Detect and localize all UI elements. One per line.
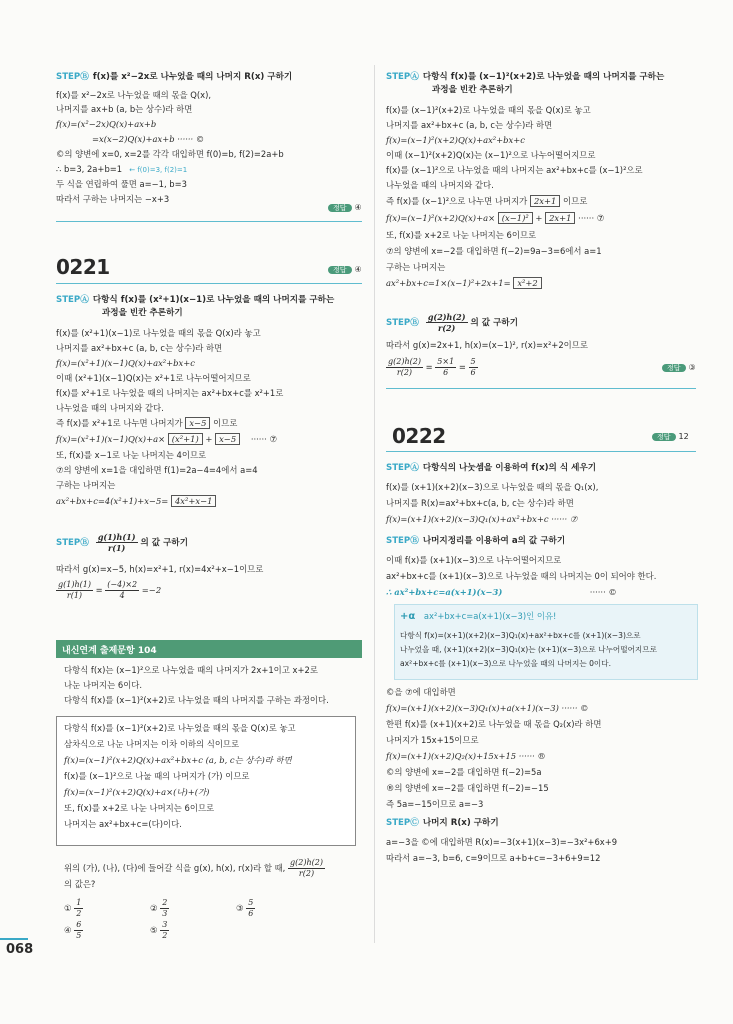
- equation-line: f(x)=(x+1)(x+2)(x−3)Q₁(x)+a(x+1)(x−3) ······ ©: [386, 703, 589, 713]
- text-line: 따라서 g(x)=x−5, h(x)=x²+1, r(x)=4x²+x−1이므로: [56, 564, 264, 574]
- text-line: [56, 417, 237, 429]
- text-line: ©의 양변에 x=0, x=2를 각각 대입하면 f(0)=b, f(2)=2a+b: [56, 149, 284, 159]
- equation-line: [386, 586, 617, 598]
- equation-line: f(x)=(x²−2x)Q(x)+ax+b: [56, 119, 157, 129]
- blank-box: 2x+1: [530, 195, 560, 207]
- step-title: 의 값 구하기: [470, 318, 519, 328]
- blank-box: 2x+1: [545, 212, 575, 224]
- frac-num: 5: [470, 357, 476, 366]
- question-line: [64, 858, 325, 879]
- text-line: f(x)를 x²−2x로 나누었을 때의 몫을 Q(x),: [56, 90, 212, 100]
- choice-item[interactable]: [150, 920, 169, 941]
- frac-den: 2: [76, 909, 82, 918]
- text-line: 이때 (x−1)²(x+2)Q(x)는 (x−1)²으로 나누어떨어지므로: [386, 150, 596, 160]
- question-fraction: [288, 858, 325, 879]
- page-number: 068: [6, 942, 34, 957]
- equation-line: [386, 277, 542, 289]
- problem-number: 0222: [392, 424, 446, 448]
- step-fraction: [426, 312, 468, 333]
- choice-fraction: [160, 898, 169, 919]
- problem-number: 0221: [56, 255, 110, 279]
- step-tag: STEPⒷ: [56, 72, 89, 82]
- text-line: 나머지를 ax²+bx+c (a, b, c는 상수)라 하면: [56, 343, 223, 353]
- step-tag: STEPⒷ: [56, 538, 89, 548]
- text-line: 나머지를 ax+b (a, b는 상수)라 하면: [56, 104, 193, 114]
- section-rule: [56, 221, 362, 222]
- text-line: [386, 195, 587, 207]
- step-title: 나머지 R(x) 구하기: [422, 818, 499, 828]
- frac-num: 3: [162, 920, 168, 929]
- text-line: 이때 (x²+1)(x−1)Q(x)는 x²+1로 나누어떨어지므로: [56, 373, 251, 383]
- answer-value: 12: [678, 432, 689, 441]
- question-end: 의 값은?: [64, 879, 96, 889]
- equation-mark: ······ ⑦: [578, 213, 605, 223]
- box-line: 다항식 f(x)를 (x−1)²(x+2)로 나누었을 때의 몫을 Q(x)로 놓고: [64, 723, 296, 733]
- text-line: ©을 ⑦에 대입하면: [386, 687, 456, 697]
- step-a-heading-cont: 과정을 빈칸 추론하기: [102, 308, 183, 318]
- exam-line: 나눈 나머지는 6이다.: [64, 680, 143, 690]
- step-fraction: [96, 532, 138, 553]
- frac-num: g(2)h(2): [427, 312, 466, 322]
- plus-label: +α: [400, 611, 416, 622]
- answer-label: 정답: [328, 266, 352, 274]
- answer-badge: [662, 363, 696, 373]
- step-b-heading: [386, 535, 565, 547]
- frac-den: 6: [470, 368, 476, 377]
- text-line: ©의 양변에 x=−2를 대입하면 f(−2)=5a: [386, 767, 542, 777]
- plus-line: ax²+bx+c를 (x+1)(x−3)으로 나누었을 때의 나머지는 0이다.: [400, 659, 611, 668]
- exam-line: 다항식 f(x)는 (x−1)²으로 나누었을 때의 나머지가 2x+1이고 x+2로: [64, 665, 318, 675]
- calc-fraction: [435, 357, 456, 378]
- equation-line: f(x)=(x−1)²(x+2)Q(x)+a× (x−1)² + 2x+1 ······ ⑦: [386, 213, 605, 223]
- text-line: 구하는 나머지는: [386, 262, 446, 272]
- frac-num: 5×1: [437, 357, 455, 366]
- text-fragment: ax²+bx+c=4(x²+1)+x−5=: [56, 496, 169, 506]
- frac-den: r(2): [298, 869, 315, 878]
- choice-fraction: [74, 898, 83, 919]
- problem-rule: [386, 451, 696, 452]
- text-line: [56, 163, 187, 176]
- section-rule: [386, 388, 696, 389]
- frac-num: 6: [76, 920, 82, 929]
- text-line: 한편 f(x)를 (x+1)(x+2)로 나누었을 때 몫을 Q₂(x)라 하면: [386, 719, 602, 729]
- equation-line: [56, 495, 216, 507]
- text-line: ⑦의 양변에 x=−2를 대입하면 f(−2)=9a−3=6에서 a=1: [386, 246, 602, 256]
- frac-num: 1: [76, 898, 82, 907]
- step-title: 다항식 f(x)를 (x−1)²(x+2)로 나누었을 때의 나머지를 구하는: [422, 72, 665, 82]
- text-fragment: 이므로: [213, 418, 238, 428]
- choice-label: ⑤: [150, 925, 158, 935]
- choice-label: ③: [236, 903, 244, 913]
- blank-box: 4x²+x−1: [171, 495, 217, 507]
- text-fragment: 이므로: [563, 196, 588, 206]
- column-divider: [374, 65, 375, 943]
- text-line: f(x)를 x²+1로 나누었을 때의 나머지는 ax²+bx+c를 x²+1로: [56, 388, 284, 398]
- blank-box: (x²+1): [168, 433, 203, 445]
- text-line: f(x)를 (x−1)²으로 나누었을 때의 나머지는 ax²+bx+c를 (x−1)²으로: [386, 165, 643, 175]
- choice-fraction: [74, 920, 83, 941]
- frac-den: r(1): [107, 543, 126, 553]
- text-line: 따라서 구하는 나머지는 −x+3: [56, 194, 170, 204]
- equation-line: f(x)=(x²+1)(x−1)Q(x)+a× (x²+1) + x−5 ······ ⑦: [56, 434, 277, 444]
- frac-num: 5: [248, 898, 254, 907]
- choice-item[interactable]: [64, 898, 83, 919]
- step-c-heading: [386, 817, 499, 829]
- text-line: f(x)를 (x+1)(x+2)(x−3)으로 나누었을 때의 몫을 Q₁(x),: [386, 482, 599, 492]
- text-line: ax²+bx+c를 (x+1)(x−3)으로 나누었을 때의 나머지는 0이 되어야 한다.: [386, 571, 657, 581]
- step-tag: STEPⒸ: [386, 818, 419, 828]
- calc-line: $\frac{g(2)h(2)}{r(2)}$ = $\frac{5\times 1}{6}$ = $\frac{5}{6}$: [388, 357, 476, 377]
- plus-line: 나누었을 때, (x+1)(x+2)(x−3)Q₁(x)는 (x+1)(x−3)으로 나누어떨어지므로: [400, 645, 657, 654]
- plus-line: 다항식 f(x)=(x+1)(x+2)(x−3)Q₁(x)+ax²+bx+c를 (x+1)(x−3)으로: [400, 631, 641, 640]
- step-tag: STEPⒶ: [386, 72, 419, 82]
- answer-badge: [328, 265, 362, 275]
- text-line: ⑦의 양변에 x=1을 대입하면 f(1)=2a−4=4에서 a=4: [56, 465, 258, 475]
- step-title: 다항식의 나눗셈을 이용하여 f(x)의 식 세우기: [422, 463, 597, 473]
- choice-fraction: [246, 898, 255, 919]
- text-line: f(x)를 (x−1)²(x+2)로 나누었을 때의 몫을 Q(x)로 놓고: [386, 105, 591, 115]
- step-a-heading: [386, 462, 596, 474]
- box-line: 또, f(x)를 x+2로 나눈 나머지는 6이므로: [64, 803, 215, 813]
- frac-den: 6: [248, 909, 254, 918]
- answer-label: 정답: [328, 204, 352, 212]
- step-tag: STEPⒷ: [386, 536, 419, 546]
- step-title: 의 값 구하기: [140, 538, 189, 548]
- step-a-heading: [56, 294, 334, 306]
- blank-box: x−5: [185, 417, 210, 429]
- step-title: f(x)를 x²−2x로 나누었을 때의 나머지 R(x) 구하기: [92, 72, 293, 82]
- arrow-note-text: f(0)=3, f(2)=1: [137, 166, 188, 174]
- answer-value: ④: [354, 203, 362, 212]
- text-line: f(x)를 (x²+1)(x−1)로 나누었을 때의 몫을 Q(x)라 놓고: [56, 328, 261, 338]
- step-b-heading: [386, 312, 518, 333]
- choice-item[interactable]: [64, 920, 83, 941]
- text-line: 나머지를 ax²+bx+c (a, b, c는 상수)라 하면: [386, 120, 553, 130]
- step-heading-cont: 과정을 빈칸 추론하기: [432, 85, 513, 95]
- frac-den: 6: [443, 368, 449, 377]
- choice-fraction: [160, 920, 169, 941]
- text-line: ®의 양변에 x=−2를 대입하면 f(−2)=−15: [386, 783, 549, 793]
- choice-label: ①: [64, 903, 72, 913]
- calc-fraction: [469, 357, 478, 378]
- text-line: 나누었을 때의 나머지와 같다.: [386, 180, 494, 190]
- text-line: 따라서 g(x)=2x+1, h(x)=(x−1)², r(x)=x²+2이므로: [386, 340, 588, 350]
- right-step-a-heading: [386, 71, 664, 83]
- answer-value: ④: [354, 265, 362, 274]
- equation-line: f(x)=(x²+1)(x−1)Q(x)+ax²+bx+c: [56, 358, 195, 368]
- arrow-note: ← f(0)=3, f(2)=1: [124, 166, 188, 174]
- step-tag: STEPⒶ: [56, 295, 89, 305]
- text-line: 또, f(x)를 x+2로 나눈 나머지는 6이므로: [386, 230, 537, 240]
- box-line: f(x)=(x−1)²(x+2)Q(x)+a×(나)+(가): [64, 787, 210, 797]
- frac-num: g(2)h(2): [290, 858, 323, 867]
- text-line: 즉 5a=−15이므로 a=−3: [386, 799, 484, 809]
- frac-den: r(2): [396, 368, 413, 377]
- choice-item[interactable]: [236, 898, 255, 919]
- blank-box: (x−1)²: [498, 212, 533, 224]
- exam-title: 내신연계 출제문항 104: [62, 646, 157, 656]
- choice-label: ②: [150, 903, 158, 913]
- page-number-bar: [0, 938, 28, 940]
- text-fragment: 즉 f(x)를 x²+1로 나누면 나머지가: [56, 418, 183, 428]
- calc-line: $\frac{g(1)h(1)}{r(1)}$ = $\frac{(-4)\times 2}{4}$ =−2: [58, 580, 162, 600]
- text-line: 나누었을 때의 나머지와 같다.: [56, 403, 164, 413]
- exam-line: 다항식 f(x)를 (x−1)²(x+2)로 나누었을 때의 나머지를 구하는 과정이다.: [64, 695, 329, 705]
- answer-value: ③: [688, 363, 696, 372]
- text-line: 또, f(x)를 x−1로 나눈 나머지는 4이므로: [56, 450, 207, 460]
- frac-num: g(1)h(1): [58, 580, 91, 589]
- equation-line: =x(x−2)Q(x)+ax+b ······ ©: [92, 134, 205, 144]
- blank-box: x−5: [215, 433, 240, 445]
- text-fragment: 즉 f(x)를 (x−1)²으로 나누면 나머지가: [386, 196, 528, 206]
- frac-den: 2: [162, 931, 168, 940]
- text-line: 두 식을 연립하여 풀면 a=−1, b=3: [56, 179, 187, 189]
- frac-den: r(2): [437, 323, 456, 333]
- step-tag: STEPⒷ: [386, 318, 419, 328]
- answer-badge: [328, 203, 362, 213]
- box-line: 삼차식으로 나눈 나머지는 이차 이하의 식이므로: [64, 739, 240, 749]
- step-title: 다항식 f(x)를 (x²+1)(x−1)로 나누었을 때의 나머지를 구하는: [92, 295, 335, 305]
- text-fragment: f(x)=(x²+1)(x−1)Q(x)+a×: [56, 434, 166, 444]
- box-line: f(x)=(x−1)²(x+2)Q(x)+ax²+bx+c (a, b, c는 상수)라 하면: [64, 755, 292, 765]
- calc-fraction: [56, 580, 93, 601]
- equation-line: f(x)=(x+1)(x+2)(x−3)Q₁(x)+ax²+bx+c ······ ⑦: [386, 514, 578, 524]
- frac-den: 4: [119, 591, 125, 600]
- box-line: f(x)를 (x−1)²으로 나눌 때의 나머지가 (가) 이므로: [64, 771, 250, 781]
- highlight-equation: ∴ ax²+bx+c=a(x+1)(x−3): [386, 587, 503, 597]
- text-line: 나머지를 R(x)=ax²+bx+c(a, b, c는 상수)라 하면: [386, 498, 574, 508]
- text-line: 이때 f(x)를 (x+1)(x−3)으로 나누어떨어지므로: [386, 555, 562, 565]
- result-text: ∴ b=3, 2a+b=1: [56, 164, 123, 174]
- step-b-heading: [56, 532, 188, 553]
- problem-rule: [56, 283, 362, 284]
- step-tag: STEPⒶ: [386, 463, 419, 473]
- text-fragment: f(x)=(x−1)²(x+2)Q(x)+a×: [386, 213, 496, 223]
- text-fragment: ax²+bx+c=1×(x−1)²+2x+1=: [386, 278, 511, 288]
- question-text: 위의 (가), (나), (다)에 들어갈 식을 g(x), h(x), r(x)라 할 때,: [64, 863, 286, 873]
- choice-label: ④: [64, 925, 72, 935]
- blank-box: x²+2: [513, 277, 541, 289]
- frac-num: g(1)h(1): [97, 532, 136, 542]
- step-title: 나머지정리를 이용하여 a의 값 구하기: [422, 536, 566, 546]
- answer-label: 정답: [662, 364, 686, 372]
- equation-line: f(x)=(x+1)(x+2)Q₂(x)+15x+15 ······ ®: [386, 751, 546, 761]
- frac-num: 2: [162, 898, 168, 907]
- box-line: 나머지는 ax²+bx+c=(다)이다.: [64, 819, 182, 829]
- text-line: 구하는 나머지는: [56, 480, 116, 490]
- equation-mark: ······ ©: [589, 587, 617, 597]
- frac-den: 5: [76, 931, 82, 940]
- plus-title: ax²+bx+c=a(x+1)(x−3)인 이유!: [423, 611, 557, 621]
- calc-fraction: [105, 580, 139, 601]
- frac-den: 3: [162, 909, 168, 918]
- plus-header: [400, 610, 556, 623]
- equation-mark: ······ ⑦: [250, 434, 277, 444]
- answer-badge: [652, 432, 689, 442]
- choice-item[interactable]: [150, 898, 169, 919]
- text-line: a=−3을 ©에 대입하면 R(x)=−3(x+1)(x−3)=−3x²+6x+9: [386, 837, 618, 847]
- calc-result: =−2: [141, 585, 162, 595]
- text-line: 나머지가 15x+15이므로: [386, 735, 479, 745]
- frac-num: g(2)h(2): [388, 357, 421, 366]
- text-line: 따라서 a=−3, b=6, c=9이므로 a+b+c=−3+6+9=12: [386, 853, 601, 863]
- left-step-b-heading: [56, 71, 292, 83]
- frac-num: (−4)×2: [107, 580, 138, 589]
- frac-den: r(1): [66, 591, 83, 600]
- answer-label: 정답: [652, 433, 676, 441]
- calc-fraction: [386, 357, 423, 378]
- equation-line: f(x)=(x−1)²(x+2)Q(x)+ax²+bx+c: [386, 135, 525, 145]
